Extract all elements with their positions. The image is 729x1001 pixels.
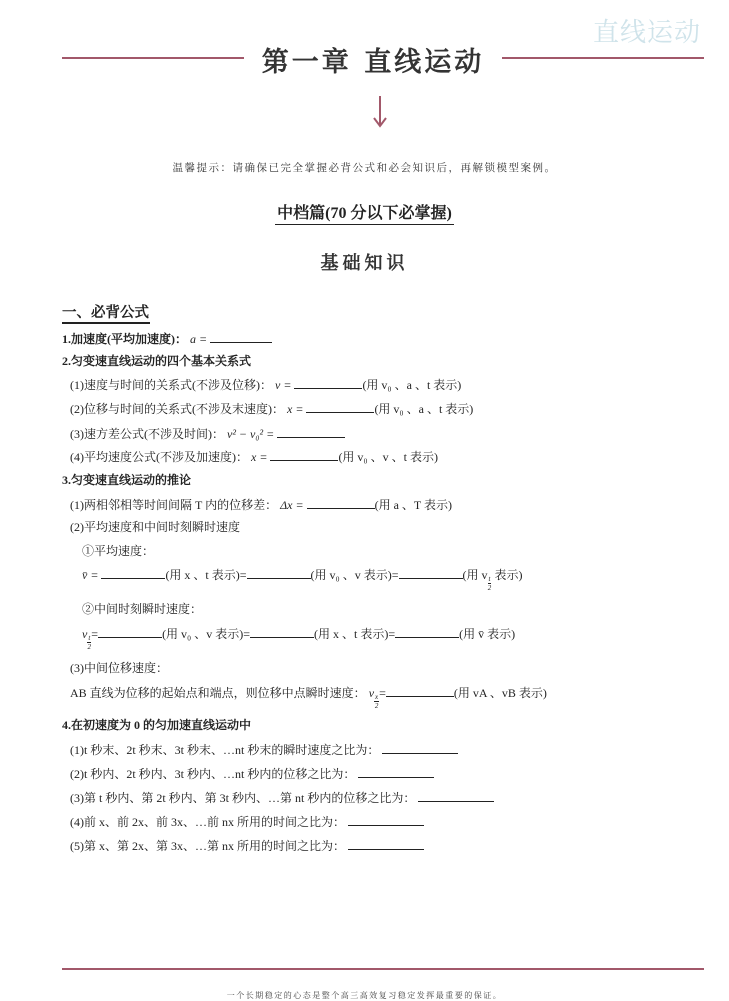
q4-item-text: (5)第 x、第 2x、第 3x、…第 nx 所用的时间之比为： [70,839,345,853]
q3-sub2: ②中间时刻瞬时速度： [82,602,203,616]
item3-text: AB 直线为位移的起始点和端点，则位移中点瞬时速度： [70,686,366,700]
answer-blank[interactable] [399,566,463,579]
sub1-note-1: (用 x 、t 表示)= [165,568,247,582]
level-heading-text: 中档篇(70 分以下必掌握) [275,205,454,225]
q2-item-3 [70,425,345,442]
q2-item-label: (3)速方差公式(不涉及时间)： [70,427,224,441]
answer-blank[interactable] [277,425,345,438]
q3-item1-label: (1)两相邻相等时间间隔 T 内的位移差： [70,498,278,512]
q3-item3-eq [70,684,547,710]
fraction-denominator: 2 [374,702,379,710]
fraction-denominator: 2 [487,584,492,592]
sub1-note-3-post: 表示) [491,568,523,582]
answer-blank[interactable] [348,813,424,826]
answer-blank[interactable] [270,448,338,461]
q2-title: 2.匀变速直线运动的四个基本关系式 [62,354,252,368]
q2-item-lhs: x = [251,450,268,464]
sub2-note-3: (用 v̄ 表示) [459,627,516,641]
basic-knowledge-heading: 基础知识 [320,253,409,274]
q2-item-4 [70,448,438,465]
mid-velocity-eq: = [91,627,99,641]
sub1-note-2: (用 v₀ 、v 表示)= [310,568,399,582]
q3-sub1-eq [82,566,522,592]
fraction-numerator: t [488,575,491,583]
q2-item-lhs: v² − v₀² = [227,427,275,441]
fraction-numerator: t [88,634,91,642]
answer-blank[interactable] [294,376,362,389]
mid-position-lhs: v [368,686,375,700]
q4-item-text: (1)t 秒末、2t 秒末、3t 秒末、…nt 秒末的瞬时速度之比为： [70,743,380,757]
q4-item-text: (4)前 x、前 2x、前 3x、…前 nx 所用的时间之比为： [70,815,345,829]
answer-blank[interactable] [307,496,375,509]
title-rule-right [502,57,704,59]
down-arrow-icon [372,96,388,132]
answer-blank[interactable] [98,625,162,638]
q4-item-4 [70,813,424,830]
q3-title: 3.匀变速直线运动的推论 [62,473,192,487]
q3-sub1: ①平均速度： [82,544,155,558]
q2-item-note: (用 v₀ 、a 、t 表示) [362,378,462,392]
q4-title: 4.在初速度为 0 的匀加速直线运动中 [62,718,252,732]
answer-blank[interactable] [250,625,314,638]
q3-item-3: (3)中间位移速度： [70,661,168,675]
q2-item-note: (用 v₀ 、a 、t 表示) [374,402,474,416]
q4-item-1 [70,741,458,758]
tip-text: 温馨提示：请确保已完全掌握必背公式和必会知识后，再解锁模型案例。 [172,162,557,174]
mid-velocity-lhs: v [82,627,88,641]
level-heading [0,200,729,223]
answer-blank[interactable] [210,330,272,343]
q4-item-text: (3)第 t 秒内、第 2t 秒内、第 3t 秒内、…第 nt 秒内的位移之比为： [70,791,416,805]
answer-blank[interactable] [348,837,424,850]
section-underline [62,322,150,324]
q3-item-1 [70,496,452,513]
fraction-denominator: 2 [87,643,92,651]
q2-item-label: (1)速度与时间的关系式(不涉及位移)： [70,378,272,392]
sub2-note-1: (用 v₀ 、v 表示)= [162,627,251,641]
fraction-numerator: x [375,693,379,701]
q2-item-lhs: v = [275,378,292,392]
item3-note: (用 vA 、vB 表示) [453,686,547,700]
answer-blank[interactable] [395,625,459,638]
chapter-title: 第一章 直线运动 [261,47,485,78]
title-rule-left [62,57,244,59]
q3-sub2-eq [82,625,515,651]
answer-blank[interactable] [418,789,494,802]
q3-item-2: (2)平均速度和中间时刻瞬时速度 [70,520,240,534]
answer-blank[interactable] [306,400,374,413]
answer-blank[interactable] [101,566,165,579]
chapter-header [0,40,729,80]
q2-item-1 [70,376,461,393]
section-heading: 一、必背公式 [62,305,149,321]
watermark: 直线运动 [592,18,701,48]
footer-text: 一个长期稳定的心态是整个高三高效复习稳定发挥最重要的保证。 [226,991,503,1000]
answer-blank[interactable] [386,684,454,697]
q2-item-label: (4)平均速度公式(不涉及加速度)： [70,450,248,464]
answer-blank[interactable] [382,741,458,754]
q1-eq: a = [190,332,208,346]
answer-blank[interactable] [358,765,434,778]
q4-item-2 [70,765,434,782]
sub1-note-3-pre: (用 v [462,568,488,582]
q1-line [62,330,272,347]
q2-item-label: (2)位移与时间的关系式(不涉及末速度)： [70,402,284,416]
q1-label: 1.加速度(平均加速度)： [62,332,187,346]
q2-item-lhs: x = [287,402,304,416]
q3-item1-lhs: Δx = [280,498,304,512]
q4-item-3 [70,789,494,806]
sub2-note-2: (用 x 、t 表示)= [314,627,396,641]
mid-position-eq: = [379,686,386,700]
q4-item-text: (2)t 秒内、2t 秒内、3t 秒内、…nt 秒内的位移之比为： [70,767,356,781]
q2-item-2 [70,400,473,417]
q4-item-5 [70,837,424,854]
q2-item-note: (用 v₀ 、v 、t 表示) [338,450,438,464]
q3-item1-note: (用 a 、T 表示) [374,498,453,512]
avg-velocity-lhs: v̄ = [82,568,99,582]
footer-rule [62,968,704,970]
answer-blank[interactable] [247,566,311,579]
